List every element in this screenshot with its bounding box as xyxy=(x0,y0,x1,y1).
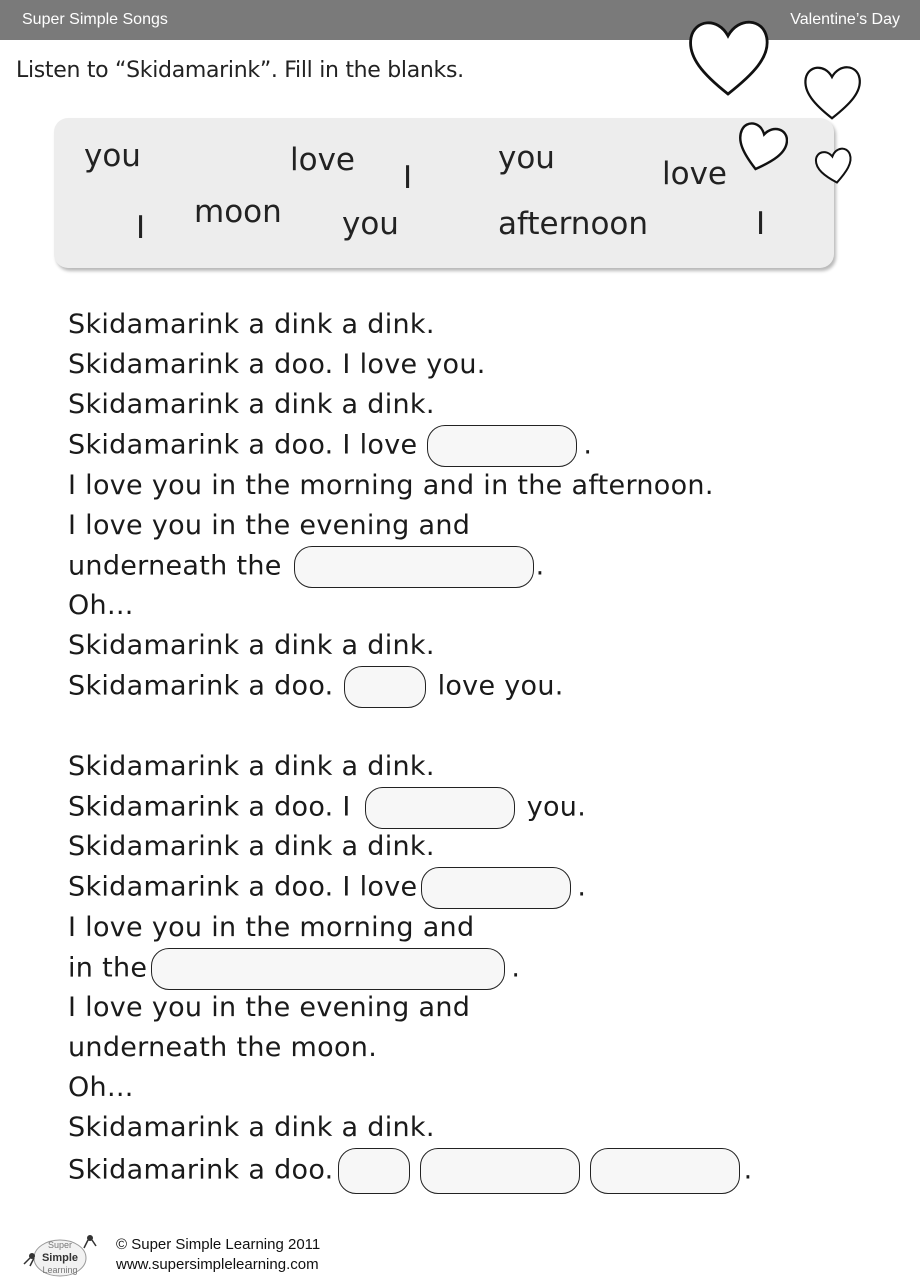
lyric-line: underneath the moon. xyxy=(68,1032,378,1063)
lyric-line: I love you in the morning and xyxy=(68,912,475,943)
lyric-line: Skidamarink a dink a dink. xyxy=(68,831,435,862)
blank-field[interactable] xyxy=(151,948,505,990)
lyric-line: Skidamarink a dink a dink. xyxy=(68,1112,435,1143)
blank-field[interactable] xyxy=(590,1148,740,1194)
blank-field[interactable] xyxy=(338,1148,410,1194)
lyric-text: love you. xyxy=(437,670,564,702)
logo-text: Super xyxy=(47,1240,73,1250)
lyric-text: in the xyxy=(68,952,148,984)
lyric-text: . xyxy=(583,429,593,461)
heart-icon xyxy=(734,120,788,174)
lyric-text: underneath the xyxy=(68,550,282,582)
lyric-line xyxy=(68,1148,752,1188)
heart-icon xyxy=(800,62,864,122)
lyric-line xyxy=(68,948,520,988)
heart-icon xyxy=(684,14,772,100)
blank-field[interactable] xyxy=(420,1148,580,1194)
lyric-line xyxy=(68,787,586,827)
lyric-text: . xyxy=(535,550,545,582)
word-bank-item: you xyxy=(84,138,141,174)
lyric-line: Skidamarink a doo. I love you. xyxy=(68,349,486,380)
word-bank xyxy=(54,118,834,268)
lyric-line: I love you in the morning and in the afternoon. xyxy=(68,470,714,501)
lyric-text: Skidamarink a doo. I xyxy=(68,791,351,823)
word-bank-item: you xyxy=(342,206,399,242)
header-bar xyxy=(0,0,920,40)
brand-label: Super Simple Songs xyxy=(22,11,168,28)
lyric-text: . xyxy=(577,871,587,903)
lyric-line: I love you in the evening and xyxy=(68,510,471,541)
lyric-line: Skidamarink a dink a dink. xyxy=(68,630,435,661)
lyric-line: Skidamarink a dink a dink. xyxy=(68,751,435,782)
website-link[interactable]: www.supersimplelearning.com xyxy=(116,1256,319,1273)
instructions: Listen to “Skidamarink”. Fill in the blanks. xyxy=(16,58,464,83)
lyric-text: . xyxy=(511,952,521,984)
lyric-text: Skidamarink a doo. I love xyxy=(68,429,418,461)
blank-field[interactable] xyxy=(344,666,426,708)
copyright-text: © Super Simple Learning 2011 xyxy=(116,1236,321,1253)
lyric-line: Skidamarink a dink a dink. xyxy=(68,389,435,420)
logo-text: Learning xyxy=(42,1265,78,1275)
word-bank-item: love xyxy=(290,142,355,178)
topic-label: Valentine’s Day xyxy=(790,11,900,28)
blank-field[interactable] xyxy=(365,787,515,829)
lyric-line xyxy=(68,546,545,586)
footer xyxy=(20,1224,520,1280)
word-bank-item: I xyxy=(403,160,413,196)
lyric-line xyxy=(68,666,564,706)
lyric-line xyxy=(68,867,586,907)
super-simple-learning-logo xyxy=(22,1228,100,1278)
lyric-line: I love you in the evening and xyxy=(68,992,471,1023)
lyric-line: Skidamarink a dink a dink. xyxy=(68,309,435,340)
blank-field[interactable] xyxy=(427,425,577,467)
heart-icon xyxy=(814,146,854,186)
word-bank-item: you xyxy=(498,140,555,176)
lyric-text: Skidamarink a doo. xyxy=(68,1154,334,1186)
logo-text: Simple xyxy=(41,1252,79,1264)
word-bank-item: I xyxy=(136,210,146,246)
lyric-line: Oh... xyxy=(68,590,134,621)
word-bank-item: afternoon xyxy=(498,206,649,242)
lyric-text: Skidamarink a doo. I love xyxy=(68,871,418,903)
lyric-text: you. xyxy=(526,791,587,823)
word-bank-item: moon xyxy=(194,194,282,230)
lyric-text: . xyxy=(743,1154,753,1186)
blank-field[interactable] xyxy=(294,546,534,588)
word-bank-item: I xyxy=(756,206,766,242)
lyric-text: Skidamarink a doo. xyxy=(68,670,334,702)
word-bank-item: love xyxy=(662,156,727,192)
blank-field[interactable] xyxy=(421,867,571,909)
lyric-line xyxy=(68,425,592,465)
lyric-line: Oh... xyxy=(68,1072,134,1103)
